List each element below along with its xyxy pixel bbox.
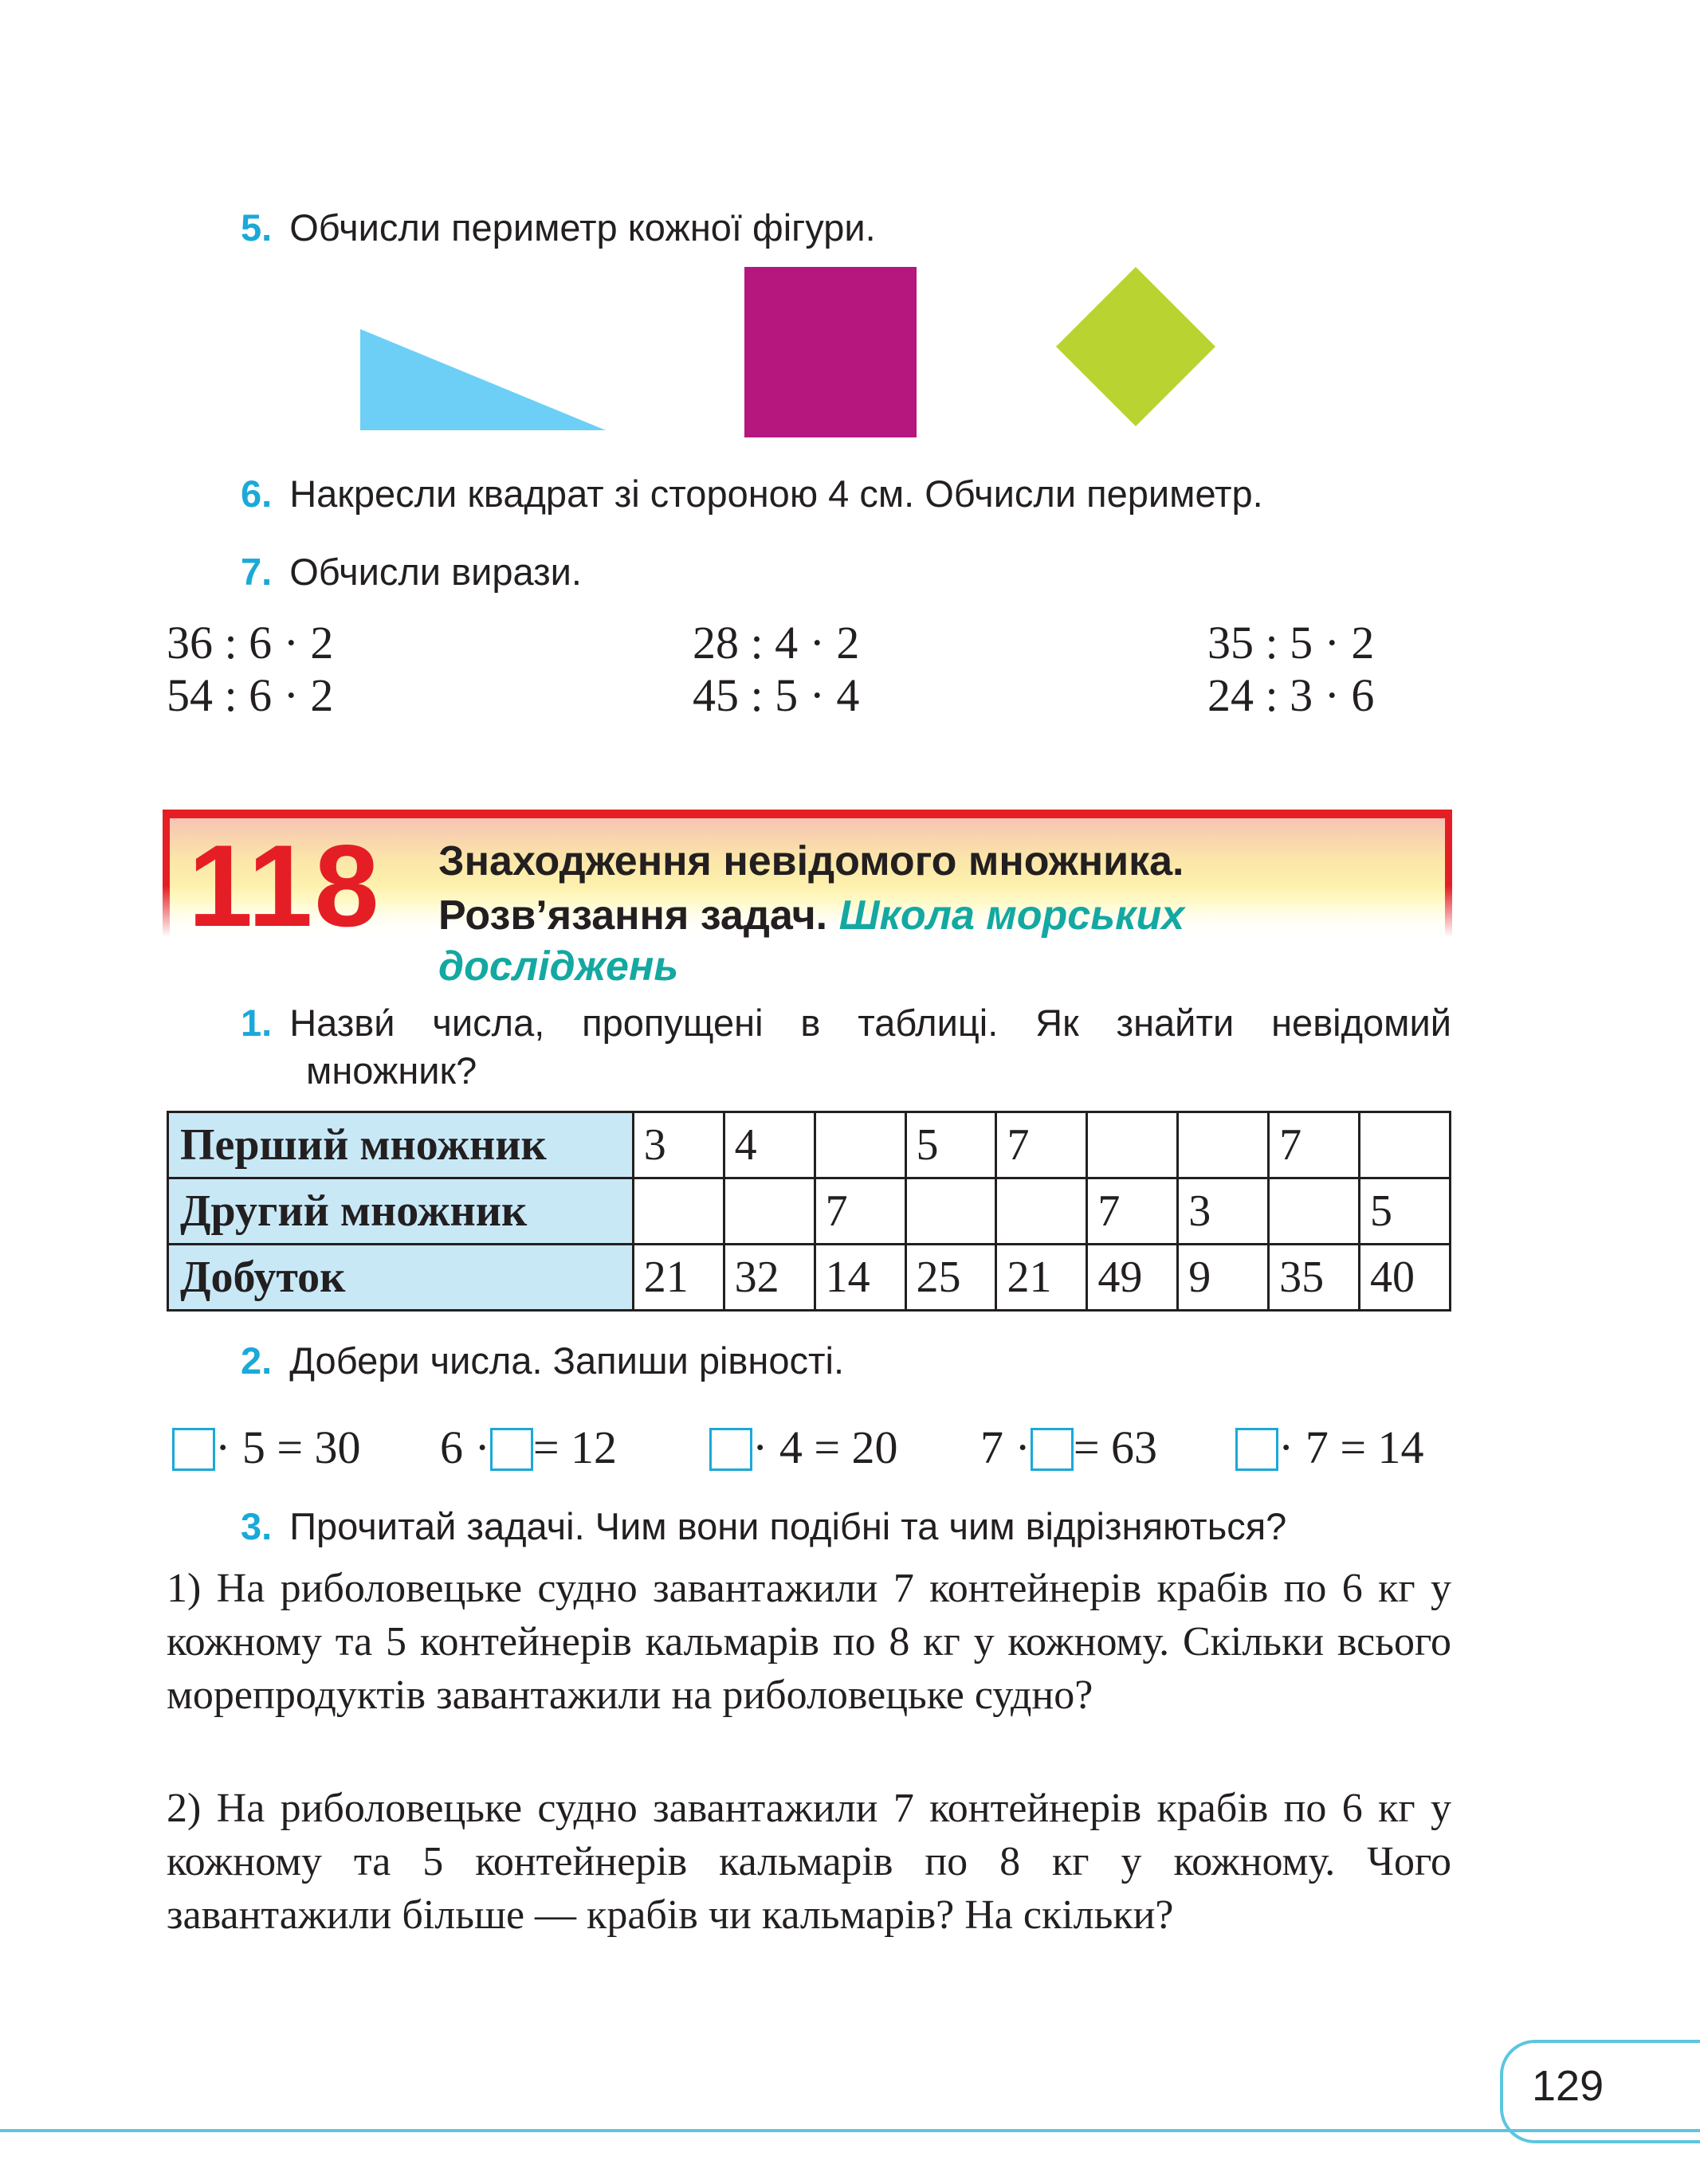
table-cell: 7 bbox=[815, 1178, 905, 1245]
table-cell: 7 bbox=[1087, 1178, 1178, 1245]
expression: 28 : 4 · 2 bbox=[693, 617, 860, 669]
problem-1 bbox=[167, 1562, 1451, 1722]
shapes-figure bbox=[351, 259, 1243, 442]
task-6-number: 6. bbox=[241, 472, 273, 515]
table-cell bbox=[1360, 1112, 1451, 1178]
task-2-text: Добери числа. Запиши рівності. bbox=[289, 1339, 845, 1382]
task-5 bbox=[241, 206, 876, 250]
table-cell: 35 bbox=[1269, 1245, 1360, 1311]
blank-box[interactable] bbox=[709, 1428, 752, 1471]
table-row bbox=[168, 1178, 1451, 1245]
blank-box[interactable] bbox=[490, 1428, 533, 1471]
table-row bbox=[168, 1245, 1451, 1311]
equation-2 bbox=[440, 1421, 617, 1474]
equation-4 bbox=[980, 1421, 1157, 1474]
expression: 36 : 6 · 2 bbox=[167, 617, 334, 669]
task-2 bbox=[241, 1339, 844, 1383]
table-cell bbox=[1087, 1112, 1178, 1178]
equation-text: 7 · bbox=[980, 1421, 1031, 1473]
square-shape bbox=[744, 267, 917, 437]
table-cell bbox=[1269, 1178, 1360, 1245]
task-6-text: Накресли квадрат зі стороною 4 см. Обчисли периметр. bbox=[289, 472, 1263, 515]
task-3-number: 3. bbox=[241, 1505, 273, 1547]
task-7-number: 7. bbox=[241, 551, 273, 593]
task-5-text: Обчисли периметр кожної фігури. bbox=[289, 206, 876, 249]
page-number: 129 bbox=[1532, 2062, 1604, 2110]
task-7 bbox=[241, 550, 582, 594]
rhombus-shape bbox=[1056, 267, 1215, 426]
lesson-title-accent: Школа морських bbox=[838, 892, 1185, 939]
triangle-shape bbox=[360, 329, 606, 430]
equation-5 bbox=[1235, 1421, 1424, 1474]
equation-text: · 5 = 30 bbox=[215, 1421, 361, 1473]
row-header: Добуток bbox=[168, 1245, 634, 1311]
task-1-line2: множник? bbox=[306, 1049, 477, 1092]
table-cell: 5 bbox=[1360, 1178, 1451, 1245]
table-cell: 21 bbox=[996, 1245, 1087, 1311]
table-cell: 5 bbox=[905, 1112, 996, 1178]
table-cell: 3 bbox=[1178, 1178, 1269, 1245]
lesson-title-line3 bbox=[438, 940, 678, 993]
table-cell: 7 bbox=[996, 1112, 1087, 1178]
equation-text: · 4 = 20 bbox=[752, 1421, 898, 1473]
table-cell bbox=[633, 1178, 724, 1245]
table-cell: 9 bbox=[1178, 1245, 1269, 1311]
equation-1 bbox=[172, 1421, 361, 1474]
lesson-title-text: Розв’язання задач. bbox=[438, 892, 828, 939]
table-cell: 3 bbox=[633, 1112, 724, 1178]
task-1 bbox=[241, 1001, 1451, 1045]
blank-box[interactable] bbox=[172, 1428, 215, 1471]
expression: 45 : 5 · 4 bbox=[693, 669, 860, 721]
expression: 24 : 3 · 6 bbox=[1207, 669, 1375, 721]
row-header: Другий множник bbox=[168, 1178, 634, 1245]
lesson-title-accent-2: досліджень bbox=[438, 943, 679, 990]
equation-text: · 7 = 14 bbox=[1278, 1421, 1424, 1473]
lesson-title-line1: Знаходження невідомого множника. bbox=[438, 838, 1184, 884]
multiplication-table bbox=[167, 1111, 1451, 1312]
table-cell bbox=[815, 1112, 905, 1178]
table-cell bbox=[996, 1178, 1087, 1245]
blank-box[interactable] bbox=[1235, 1428, 1278, 1471]
lesson-number: 118 bbox=[188, 821, 381, 951]
blank-box[interactable] bbox=[1031, 1428, 1074, 1471]
table-cell bbox=[724, 1178, 815, 1245]
problem-2 bbox=[167, 1782, 1451, 1942]
task-5-number: 5. bbox=[241, 206, 273, 249]
table-cell: 32 bbox=[724, 1245, 815, 1311]
row-header: Перший множник bbox=[168, 1112, 634, 1178]
task-7-text: Обчисли вирази. bbox=[289, 551, 582, 593]
table-cell bbox=[905, 1178, 996, 1245]
problem-1-text: 1) На риболовецьке судно завантажили 7 контейнерів крабів по 6 кг у кожному та 5 контейнерів кальмарів по 8 кг у кожному. Скільки всього морепродуктів завантажили на риболовецьке судно? bbox=[167, 1566, 1451, 1718]
table-cell: 21 bbox=[633, 1245, 724, 1311]
task-3-text: Прочитай задачі. Чим вони подібні та чим відрізняються? bbox=[289, 1505, 1287, 1547]
task-2-number: 2. bbox=[241, 1339, 273, 1382]
table-cell: 4 bbox=[724, 1112, 815, 1178]
task-6 bbox=[241, 472, 1263, 516]
problem-2-text: 2) На риболовецьке судно завантажили 7 контейнерів крабів по 6 кг у кожному та 5 контейнерів кальмарів по 8 кг у кожному. Чого завантажили більше — крабів чи кальмарів? На скільки? bbox=[167, 1786, 1451, 1938]
expression: 35 : 5 · 2 bbox=[1207, 617, 1375, 669]
task-1-number: 1. bbox=[241, 1002, 273, 1044]
task-1-text: Назви́ числа, пропущені в таблиці. Як знайти невідомий bbox=[289, 1002, 1451, 1044]
expression: 54 : 6 · 2 bbox=[167, 669, 334, 721]
table-cell: 25 bbox=[905, 1245, 996, 1311]
table-cell: 7 bbox=[1269, 1112, 1360, 1178]
equation-text: 6 · bbox=[440, 1421, 490, 1473]
table-cell: 14 bbox=[815, 1245, 905, 1311]
equation-text: = 63 bbox=[1073, 1421, 1158, 1473]
task-3 bbox=[241, 1504, 1286, 1549]
table-cell: 49 bbox=[1087, 1245, 1178, 1311]
bottom-rule bbox=[0, 2129, 1700, 2132]
equation-text: = 12 bbox=[532, 1421, 618, 1473]
lesson-title-line2 bbox=[438, 889, 1184, 942]
table-cell: 40 bbox=[1360, 1245, 1451, 1311]
equation-3 bbox=[709, 1421, 898, 1474]
table-row bbox=[168, 1112, 1451, 1178]
table-cell bbox=[1178, 1112, 1269, 1178]
